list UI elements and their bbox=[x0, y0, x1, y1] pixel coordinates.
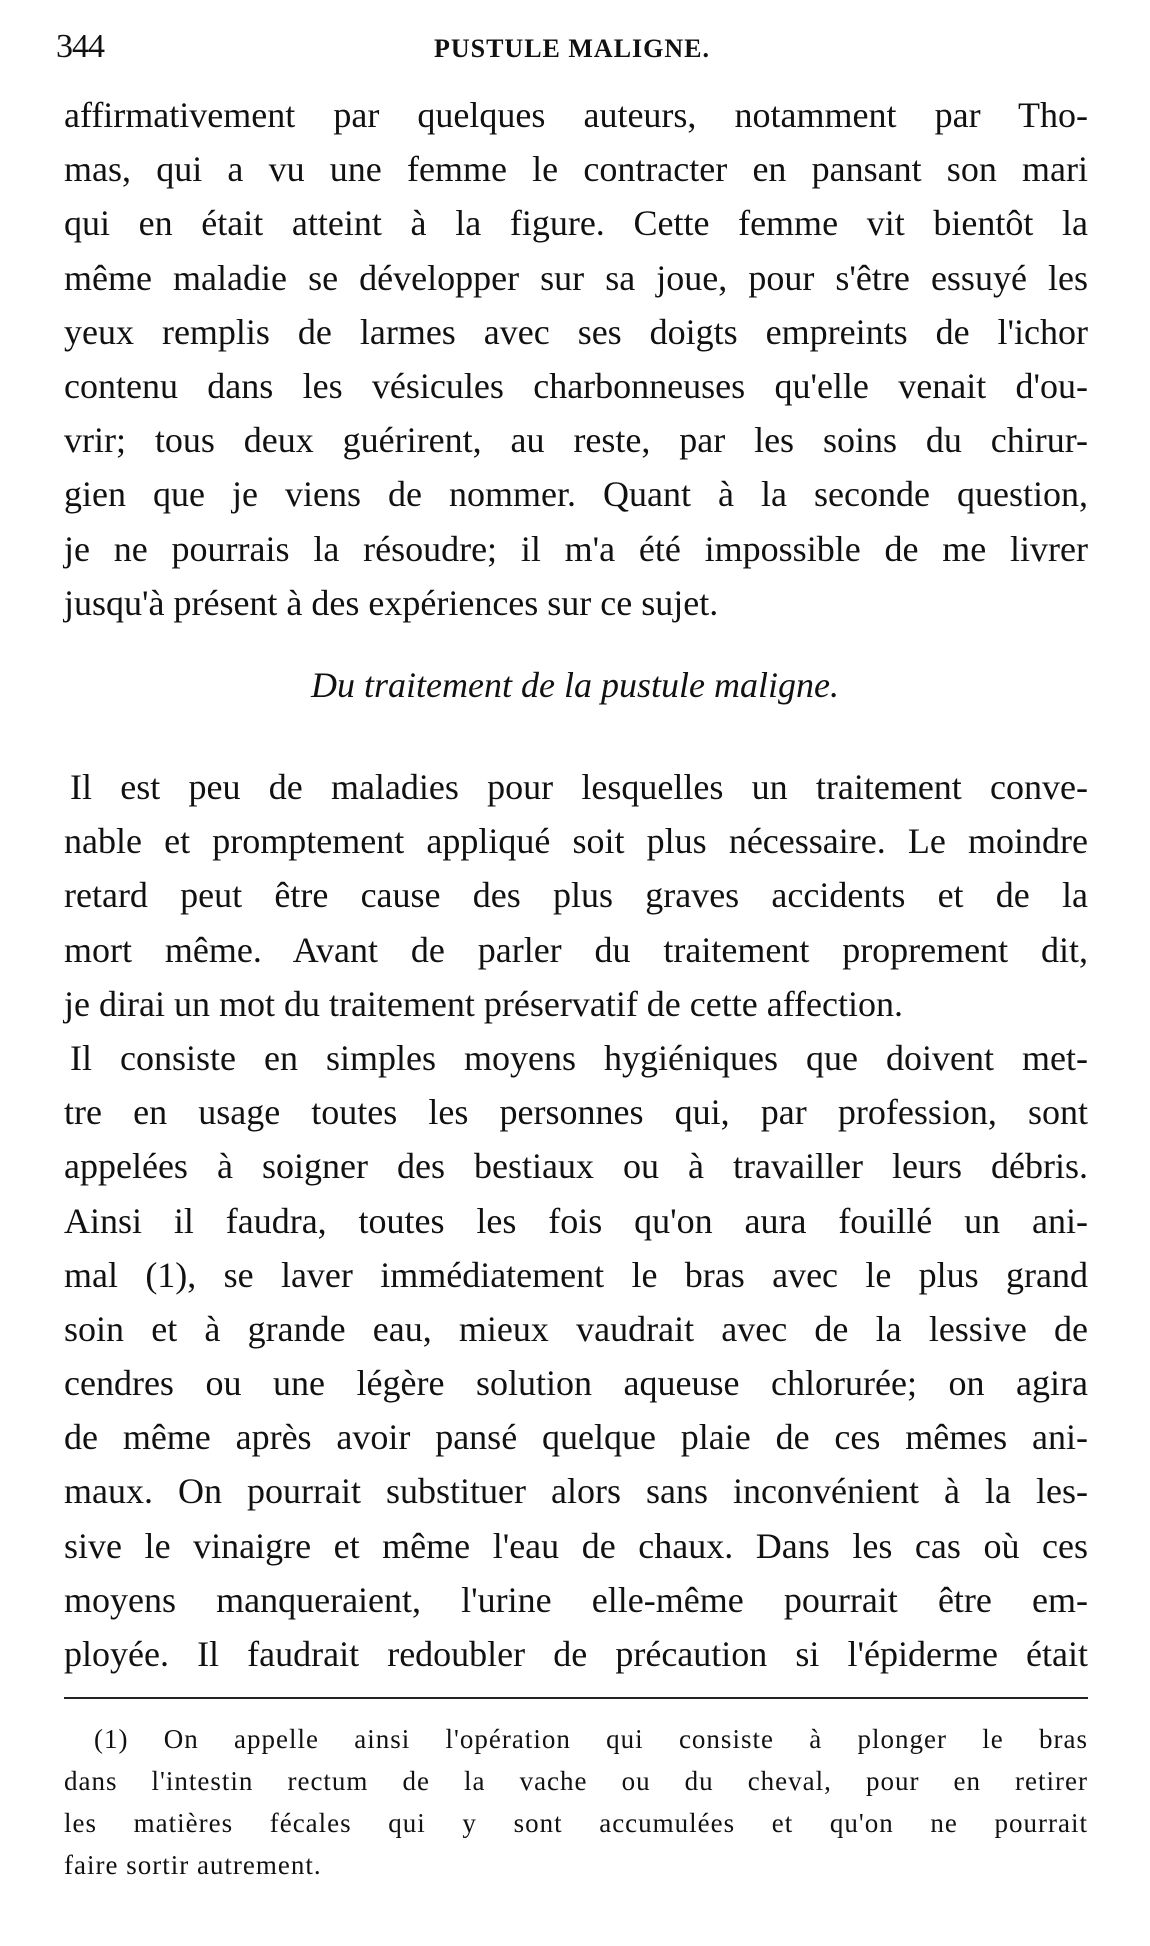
text-line: Il consiste en simples moyens hygiéniques que doivent met- bbox=[70, 1037, 1088, 1078]
footnote-rule bbox=[64, 1697, 1088, 1699]
text-line: de même après avoir pansé quelque plaie de ces mêmes ani- bbox=[64, 1417, 1088, 1458]
running-head bbox=[56, 28, 1088, 68]
text-line: vrir; tous deux guérirent, au reste, par les soins du chirur- bbox=[64, 420, 1088, 461]
text-line: sive le vinaigre et même l'eau de chaux. Dans les cas où ces bbox=[64, 1525, 1088, 1566]
text-line: affirmativement par quelques auteurs, notamment par Tho- bbox=[64, 95, 1088, 135]
text-line: retard peut être cause des plus graves accidents et de la bbox=[64, 875, 1088, 916]
footnote-line: (1) On appelle ainsi l'opération qui consiste à plonger le bras bbox=[94, 1724, 1088, 1754]
running-title: PUSTULE MALIGNE. bbox=[433, 34, 711, 63]
text-line: je dirai un mot du traitement préservatif de cette affection. bbox=[64, 983, 903, 1024]
text-line: appelées à soigner des bestiaux ou à travailler leurs débris. bbox=[64, 1146, 1088, 1187]
text-line: même maladie se développer sur sa joue, pour s'être essuyé les bbox=[64, 257, 1088, 298]
text-line: je ne pourrais la résoudre; il m'a été impossible de me livrer bbox=[64, 528, 1088, 569]
text-line: gien que je viens de nommer. Quant à la seconde question, bbox=[64, 474, 1088, 515]
text-line: cendres ou une légère solution aqueuse chlorurée; on agira bbox=[64, 1363, 1088, 1404]
text-line: tre en usage toutes les personnes qui, par profession, sont bbox=[64, 1092, 1088, 1133]
paragraph-1 bbox=[64, 88, 1088, 630]
text-line: nable et promptement appliqué soit plus nécessaire. Le moindre bbox=[64, 821, 1088, 862]
text-line: jusqu'à présent à des expériences sur ce sujet. bbox=[64, 582, 719, 623]
page-number: 344 bbox=[56, 28, 104, 65]
text-line: mal (1), se laver immédiatement le bras avec le plus grand bbox=[64, 1254, 1088, 1295]
text-line: yeux remplis de larmes avec ses doigts empreints de l'ichor bbox=[64, 311, 1088, 352]
footnote-line: dans l'intestin rectum de la vache ou du cheval, pour en retirer bbox=[64, 1766, 1088, 1796]
footnote-line: faire sortir autrement. bbox=[64, 1850, 322, 1880]
text-line: qui en était atteint à la figure. Cette femme vit bientôt la bbox=[64, 203, 1088, 244]
text-line: Il est peu de maladies pour lesquelles un traitement conve- bbox=[70, 767, 1088, 807]
paragraphs-2-3 bbox=[64, 760, 1088, 1681]
text-line: contenu dans les vésicules charbonneuses qu'elle venait d'ou- bbox=[64, 365, 1088, 406]
text-line: mas, qui a vu une femme le contracter en pansant son mari bbox=[64, 149, 1088, 190]
footnote-line: les matières fécales qui y sont accumulées et qu'on ne pourrait bbox=[64, 1808, 1088, 1838]
footnote bbox=[64, 1718, 1088, 1886]
text-line: mort même. Avant de parler du traitement proprement dit, bbox=[64, 929, 1088, 970]
text-line: soin et à grande eau, mieux vaudrait avec de la lessive de bbox=[64, 1308, 1088, 1349]
text-line: Ainsi il faudra, toutes les fois qu'on aura fouillé un ani- bbox=[64, 1200, 1088, 1241]
text-line: maux. On pourrait substituer alors sans inconvénient à la les- bbox=[64, 1471, 1088, 1512]
text-line: moyens manqueraient, l'urine elle-même pourrait être em- bbox=[64, 1579, 1088, 1620]
section-title: Du traitement de la pustule maligne. bbox=[311, 665, 839, 705]
text-line: ployée. Il faudrait redoubler de précaution si l'épiderme était bbox=[64, 1634, 1088, 1674]
